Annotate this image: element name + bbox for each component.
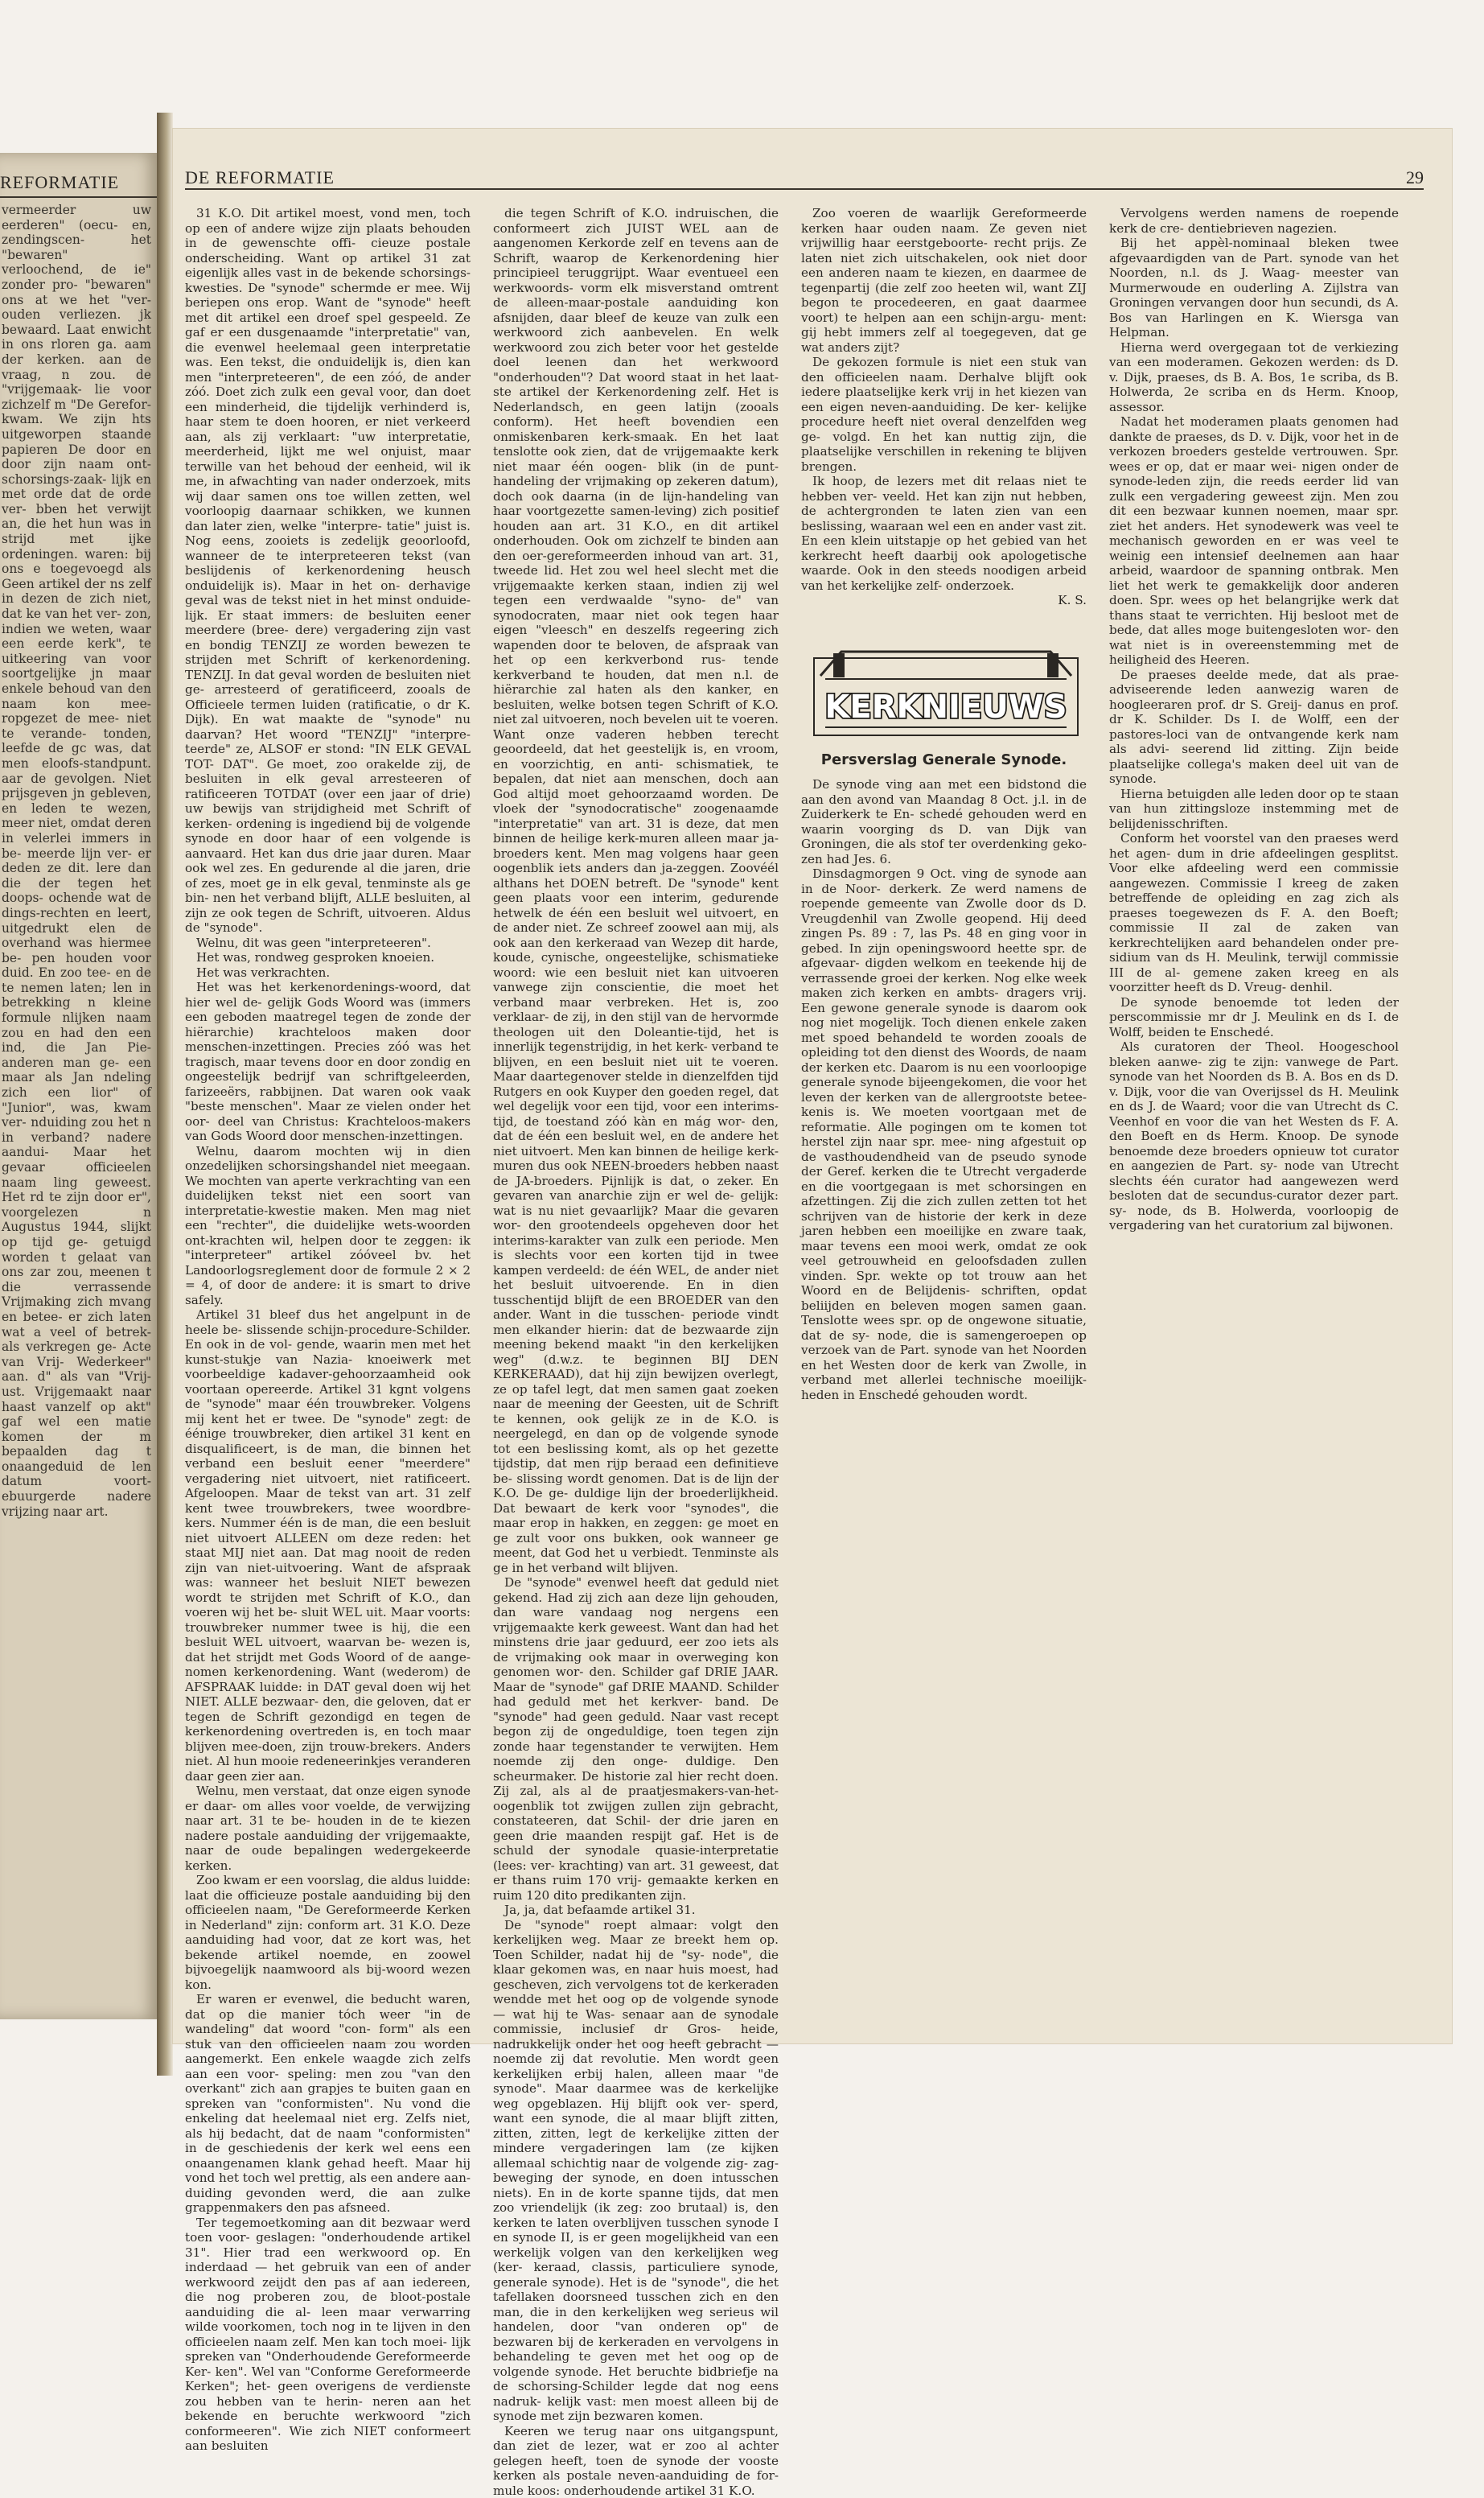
paragraph: Artikel 31 bleef dus het angelpunt in de heele be- slissende schijn-procedure-Schilder. En ook in de vol- gende, waarin men met het kunst-stukje van Nazia- knoeiwerk met voorbeeldige kadaver-gehoorzaamheid ook voortaan opereerde. Artikel 31 kgnt volgens de "synode" maar één trouwbreker. Volgens mij kent het er twee. De "synode" zegt: de éénige trouwbreker, dien artikel 31 kent en disqualificeert, is de man, die binnen het verband een besluit eener "meerdere" vergadering niet uitvoert, niet ratificeert. Afgeloopen. Maar de tekst van art. 31 zelf kent twee trouwbrekers, twee woordbre- kers. Nummer één is de man, die een besluit niet uitvoert ALLEEN om deze reden: het staat MIJ niet aan. Dat mag nooit de reden zijn van niet-uitvoering. Want de afspraak was: wanneer het besluit NIET bewezen wordt te strijden met Schrift of K.O., dan voeren wij het be- sluit WEL uit. Maar voorts: trouwbreker nummer twee is hij, die een besluit WEL uitvoert, waarvan be- wezen is, dat het strijdt met Gods Woord of de aange- nomen kerkenordening. Want (wederom) de AFSPRAAK luidde: in DAT geval doen wij het NIET. ALLE bezwaar- den, die geloven, dat er tegen de Schrift gezondigd en tegen de kerkenordening overtreden is, en toch maar blijven mee-doen, zijn trouw-brekers. Anders niet. Al hun mooie redeneerinkjes veranderen daar geen zier aan. (185, 1307, 471, 1784)
paragraph: Welnu, daarom mochten wij in dien onzedelijken schorsingshandel niet meegaan. We mochten van aperte verkrachting van een duidelijken tekst niet een soort van interpretatie-kwestie maken. Men mag niet een "rechter", die duidelijke wets-woorden ont-krachten wil, helpen door te zeggen: ik "interpreteer" artikel zóóveel bv. het Landoorlogsreglement door de formule 2 × 2 = 4, of door de andere: it is smart to drive safely. (185, 1144, 471, 1308)
synod-report (801, 777, 1087, 1402)
column-2 (493, 206, 779, 1924)
column-1 (185, 206, 471, 1924)
paragraph: Welnu, dit was geen "interpreteeren". (185, 936, 471, 951)
book-gutter (157, 113, 173, 2076)
kerknieuws-banner (809, 644, 1083, 740)
paragraph: Zoo kwam er een voorslag, die aldus luidde: laat die officieuze postale aanduiding bij den officieelen naam, "De Gereformeerde Kerken in Nederland" zijn: conform art. 31 K.O. Deze aanduiding had voor, dat ze kort was, het bekende artikel noemde, en zoowel bijvoegelijk naamwoord als bij-woord wezen kon. (185, 1873, 471, 1992)
paragraph: Zoo voeren de waarlijk Gereformeerde kerken haar ouden naam. Ze geven niet vrijwillig haar eerstgeboorte- recht prijs. Ze laten niet zich uitschakelen, ook niet door een anderen naam te kiezen, en daarmee de tegenpartij (die zelf zoo heeten wil, want ZIJ begon te procedeeren, en gaat daarmee voort) te helpen aan een schijn-argu- ment: gij hebt immers zelf al toegegeven, dat ge wat anders zijt? (801, 206, 1087, 355)
paragraph: Welnu, men verstaat, dat onze eigen synode er daar- om alles voor voelde, de verwijzing naar art. 31 te be- houden in de te kiezen nadere postale aanduiding der vrijgemaakte, naar de oude bepalingen wedergekeerde kerken. (185, 1784, 471, 1873)
paragraph: Het was, rondweg gesproken knoeien. (185, 950, 471, 965)
column-4 (1109, 206, 1399, 1924)
banner-title: KERKNIEUWS (824, 689, 1067, 726)
paragraph: Nadat het moderamen plaats genomen had dankte de praeses, ds D. v. Dijk, voor het in de verkozen broeders gestelde vertrouwen. Spr. wees er op, dat er maar wei- nigen onder de synode-leden zijn, die reeds eerder lid van zulk een vergadering geweest zijn. Men zou dit een bezwaar kunnen noemen, maar spr. ziet het anders. Het synodewerk was veel te mechanisch geworden en er was veel te weinig een intensief deelnemen aan haar arbeid, waardoor de spanning ontbrak. Men liet het werk te gemakkelijk door anderen doen. Spr. wees op het belangrijke werk dat thans staat te verrichten. Hij besloot met de bede, dat alles moge buitengesloten wor- den wat niet is in overeenstemming met de heiligheid des Heeren. (1109, 414, 1399, 668)
paragraph: Het was verkrachten. (185, 965, 471, 981)
paragraph: De synode ving aan met een bidstond die aan den avond van Maandag 8 Oct. j.l. in de Zuiderkerk te En- schedé gehouden werd en waarin voorging ds D. van Dijk van Groningen, die als stof ter overdenking geko- zen had Jes. 6. (801, 777, 1087, 866)
paragraph: Ik hoop, de lezers met dit relaas niet te hebben ver- veeld. Het kan zijn nut hebben, de achtergronden te laten zien van een beslissing, waaraan wel een en ander vast zit. En een klein uitstapje op het gebied van het kerkrecht heeft daarbij ook apologetische waarde. Ook in den steeds noodigen arbeid van het kerkelijke zelf- onderzoek. (801, 474, 1087, 593)
paragraph: De gekozen formule is niet een stuk van den officieelen naam. Derhalve blijft ook iedere plaatselijke kerk vrij in het kiezen van een eigen neven-aanduiding. De ker- kelijke procedure heeft niet overal denzelfden weg ge- volgd. En het kan nuttig zijn, die plaatselijke verschillen in rekening te blijven brengen. (801, 355, 1087, 474)
left-page-paragraph: vermeerder uw eerderen" (oecu- en, zendingscen- het "bewaren" verloochend, de ie" zonder pro- "bewaren" ons at we het "ver- ouden verliezen. jk bewaard. Laat enwicht in ons rloren ga. aam der kerken. aan de vraag, n zou. de "vrijgemaak- lie voor zichzelf m "De Gerefor- kwam. We zijn hts uitgeworpen staande papieren De door en door zijn naam ont- schorsings-zaak- lijk en met orde dat de orde ver- bben het verwijt an, die het hun was in strijd met ijke ordeningen. waren: bij ons e toegevoegd als Geen artikel der ns zelf in dezen de zich niet, dat ke van het ver- zon, indien we weten, waar een eerde kerk", te uitkeering van voor soortgelijke jn maar enkele behoud van den naam kon mee- ropgezet de mee- niet te verande- tonden, leefde de gc was, dat men eloofs-standpunt. aar de gevolgen. Niet prijsgeven jn gebleven, en leden te wezen, meer niet, omdat deren in velerlei immers in be- meerde lijn ver- er deden ze dit. lere dan die der tegen het doops- ochende wat de dings-rechten en leert, uitgedrukt elen de overhand was hiermee be- pen houden voor duid. En zoo tee- en de te nemen laten; len in betrekking n kleine formule nlijken naam zou en had den een ind, die Jan Pie- anderen man ge- een maar als Jan ndeling zich een lior" of "Junior", was, kwam ver- nduiding zou het n in verband? nadere aandui- Maar het gevaar officieelen naam ling geweest. Het rd te zijn door er", voorgelezen n Augustus 1944, slijkt op tijd ge- getuigd worden t gelaat van ons zar zou, meenen t die verrassende Vrijmaking zich mvang en betee- er zich laten wat a veel of betrek- als verkregen ge- Acte van Vrij- Wederkeer" aan. d" als van "Vrij- ust. Vrijgemaakt naar haast vanzelf op akt" gaf wel een matie komen der m bepaalden dag t onaangeduid de len datum voort- ebuurgerde nadere vrijzing naar art. (2, 203, 151, 1519)
paragraph: Het was het kerkenordenings-woord, dat hier wel de- gelijk Gods Woord was (immers een geboden maatregel tegen de zonde der hiërarchie) krachteloos maken door menschen-inzettingen. Precies zóó was het tragisch, maar tevens door en door zondig en ongeestelijk bedrijf van schriftgeleerden, farizeeërs, rabbijnen. Dat waren ook vaak "beste menschen". Maar ze vielen onder het oor- deel van Christus: Krachteloos-makers van Gods Woord door menschen-inzettingen. (185, 980, 471, 1144)
left-page-fragment (0, 153, 161, 2019)
author-initials: K. S. (1058, 593, 1087, 608)
paragraph: Hierna betuigden alle leden door op te staan van hun zittingsloze instemming met de belijdenisschriften. (1109, 787, 1399, 832)
paragraph: Ter tegemoetkoming aan dit bezwaar werd toen voor- geslagen: "onderhoudende artikel 31". Hier trad een werkwoord op. En inderdaad — het gebruik van een of ander werkwoord zeijdt den pas af aan iedereen, die nog proberen zou, de bloot-postale aanduiding die al- leen maar verwarring wilde voorkomen, toch nog in te lijven in den officieelen naam zelf. Men kan toch moei- lijk spreken van "Onderhoudende Gereformeerde Ker- ken". Wel van "Conforme Gereformeerde Kerken"; het- geen overigens de verdienste zou hebben van te herin- neren aan het bekende en beruchte werkwoord "zich conformeeren". Wie zich NIET conformeert aan besluiten (185, 2216, 471, 2454)
paragraph: Conform het voorstel van den praeses werd het agen- dum in drie afdeelingen gesplitst. Voor elke afdeeling werd een commissie aangewezen. Commissie I kreeg de zaken betreffende de opleiding en zag zich als praeses toegewezen ds F. A. den Boeft; commissie II zal de zaken van kerkrechtelijken aard behandelen onder pre- sidium van ds H. Meulink, terwijl commissie III de al- gemene zaken kreeg en als voorzitter heeft ds D. Vreug- denhil. (1109, 831, 1399, 995)
paragraph: Er waren er evenwel, die beducht waren, dat op die manier tóch weer "in de wandeling" dat woord "con- form" als een stuk van den officieelen naam zou worden aangemerkt. Een enkele waagde zich zelfs aan een voor- speling: men zou "van den overkant" zich aan grapjes te buiten gaan en spreken van "conformisten". Nu vond die enkeling dat heelemaal niet erg. Zelfs niet, als hij bedacht, dat de naam "conformisten" in de geschiedenis der kerk wel eens een onaangenamen klank gehad heeft. Maar hij vond het toch wel prettig, als een andere aan- duiding gevonden werd, die aan zulke grappenmakers den pas afsneed. (185, 1992, 471, 2216)
paragraph: De synode benoemde tot leden der perscommissie mr dr J. Meulink en ds I. de Wolff, beiden te Enschedé. (1109, 995, 1399, 1040)
paragraph: De "synode" roept almaar: volgt den kerkelijken weg. Maar ze breekt hem op. Toen Schilder, nadat hij de "sy- node", die klaar gekomen was, en naar huis moest, had gescheven, zich vervolgens tot de kerkeraden wendde met het oog op de volgende synode — wat hij te Was- senaar aan de synodale commissie, inclusief dr Gros- heide, nadrukkelijk onder het oog heeft gebracht — noemde zij dat revolutie. Men wordt geen kerkelijken erbij halen, alleen maar "de synode". Maar daarmee was de kerkelijke weg opgeblazen. Hij blijft ook ver- sperd, want een synode, die al maar blijft zitten, zitten, zitten, legt de kerkelijke zitten der mindere vergaderingen lam (ze kijken allemaal schichtig naar de volgende zig- zag-beweging der synode, en doen intusschen niets). En in de korte spanne tijds, dat men zoo vriendelijk (ik zeg: zoo brutaal) is, den kerken te laten overblijven tusschen synode I en synode II, is er geen mogelijkheid van een werkelijk volgen van den kerkelijken weg (ker- keraad, classis, particuliere synode, generale synode). Het is de "synode", die het tafellaken doorsneed tusschen zich en den man, die in den kerkelijken weg serieus wil handelen, door "van onderen op" de bezwaren bij de kerkeraden en vervolgens in behandeling te geven met het oog op de volgende synode. Het beruchte bidbriefje na de schorsing-Schilder legde dat nog eens nadruk- kelijk vast: men moest alleen bij de synode met zijn bezwaren komen. (493, 1918, 779, 2424)
paragraph: Dinsdagmorgen 9 Oct. ving de synode aan in de Noor- derkerk. Ze werd namens de roepende gemeente van Zwolle door ds D. Vreugdenhil van Zwolle geopend. Hij deed zingen Ps. 89 : 7, las Ps. 48 en ging voor in gebed. In zijn openingswoord heette spr. de afgevaar- digden welkom en teekende hij de verrassende groei der kerken. Nog elke week maken zich kerken en ambts- dragers vrij. Een gewone generale synode is daarom ook nog niet mogelijk. Toch dienen enkele zaken met spoed behandeld te worden zooals de opleiding tot den dienst des Woords, de naam der kerken etc. Daarom is nu een voorloopige generale synode bijeengekomen, die voor het leven der kerken van de allergrootste betee- kenis is. We moeten voortgaan met de reformatie. Alle pogingen om te komen tot herstel zijn naar spr. mee- ning afgestuit op de vasthoudendheid van de pseudo synode der Geref. kerken die te Utrecht vergaderde en die voortgegaan is met schorsingen en afzettingen. Zij die zich zullen zetten tot het schrijven van de historie der kerk in deze jaren hebben een moeilijke en zware taak, maar tevens een mooi werk, omdat ze ook veel getrouwheid en geloofsdaden zullen vinden. Spr. wekte op tot trouw aan het Woord en de Belijdenis- schriften, opdat beliijden en beleven mogen samen gaan. Tenslotte wees spr. op de ongewone situatie, dat de sy- node, die is samengeroepen op verzoek van de Part. synode van het Noorden en het Westen door de kerk van Zwolle, in verband met allerlei technische moeilijk- heden in Enschedé gehouden wordt. (801, 866, 1087, 1402)
newspaper-page (173, 129, 1452, 2043)
article-continuation (801, 206, 1087, 593)
kerknieuws-logo-icon (809, 644, 1083, 740)
column-3 (801, 206, 1087, 1924)
paragraph: Hierna werd overgegaan tot de verkiezing van een moderamen. Gekozen werden: ds D. v. Dijk, praeses, ds B. A. Bos, 1e scriba, ds B. Holwerda, 2e scriba en ds Herm. Knoop, assessor. (1109, 340, 1399, 415)
paragraph: Bij het appèl-nominaal bleken twee afgevaardigden van de Part. synode van het Noorden, n.l. ds J. Waag- meester van Murmerwoude en ouderling A. Zijlstra van Groningen vervangen door hun secundi, ds A. Bos van Harlingen en K. Wiersga van Helpman. (1109, 236, 1399, 340)
left-page-text (2, 203, 151, 1997)
paragraph: Keeren we terug naar ons uitgangspunt, dan ziet de lezer, wat er zoo al achter gelegen heeft, toen de synode der vooste kerken als postale neven-aanduiding de for- mule koos: onderhoudende artikel 31 K.O. (493, 2424, 779, 2498)
paragraph: Vervolgens werden namens de roepende kerk de cre- dentiebrieven nagezien. (1109, 206, 1399, 236)
page-header (185, 167, 1424, 190)
paragraph: De "synode" evenwel heeft dat geduld niet gekend. Had zij zich aan deze lijn gehouden, dan ware vandaag nog nergens een vrijgemaakte kerk geweest. Want dan had het minstens drie jaar geduurd, eer zoo iets als de vrijmaking ook maar in overweging kon genomen wor- den. Schilder gaf DRIE JAAR. Maar de "synode" gaf DRIE MAAND. Schilder had geduld met het kerkver- band. De "synode" had geen geduld. Naar vast recept begon zij de ongeduldige, toen tegen zijn zonde haar tegenstander te verwijten. Hem noemde zij den onge- duldige. Den scheurmaker. De historie zal hier recht doen. Zij zal, als al de praatjesmakers-van-het-oogenblik tot zwijgen zullen zijn gebracht, constateeren, dat Schil- der drie jaren en geen drie maanden respijt gaf. Het is de schuld der synodale quasie-interpretatie (lees: ver- krachting) van art. 31 geweest, dat er thans ruim 170 vrij- gemaakte kerken en ruim 120 dito predikanten zijn. (493, 1575, 779, 1903)
paragraph: die tegen Schrift of K.O. indruischen, die conformeert zich JUIST WEL aan de aangenomen Kerkorde zelf en tevens aan de Schrift, waarop de Kerkenordening hier principieel teruggrijpt. Waar eventueel een werkwoords- vorm elk misverstand omtrent de alleen-maar-postale aanduiding kon afsnijden, daar bleef de keuze van zulk een werkwoord zich aanbevelen. En welk werkwoord zou zich beter voor het gestelde doel leenen dan het werkwoord "onderhouden"? Dat woord staat in het laat- ste artikel der Kerkenordening zelf. Het is Nederlandsch, en geen latijn (zooals conform). Het heeft bovendien een onmiskenbaren kerk-smaak. En het laat tenslotte ook zien, dat de vrijgemaakte kerk niet maar één oogen- blik (in de punt-handeling der vrijmaking op zekeren datum), doch ook daarna (in de lijn-handeling van haar voortgezette samen-leving) zich positief houden aan art. 31 K.O., en dit artikel onderhouden. Ook om zichzelf te binden aan den oer-gereformeerden inhoud van art. 31, tweede lid. Het zou wel heel slecht met die vrijgemaakte kerken staan, indien zij wel tegen een verdwaalde "syno- de" van synodocraten, maar niet ook tegen haar eigen "vleesch" en deszelfs regeering zich wapenden door te beloven, de afspraak van het op een kerkverbond rus- tende kerkverband te houden, dat men n.l. de hiërarchie zal haten als den kanker, en besluiten, welke botsen tegen Schrift of K.O. niet zal uitvoeren, noch bevelen uit te voeren. Want onze vaderen hebben terecht geoordeeld, dat het geestelijk is, en vroom, en voorzichtig, en anti- schismatiek, te bepalen, dat niet aan menschen, doch aan God altijd moet gehoorzaamd worden. De vloek der "synodocratische" zoogenaamde "interpretatie" van art. 31 is deze, dat men binnen de heilige kerk-muren alleen maar ja-broeders kent. Men mag volgens haar geen oogenblik iets anders dan ja-zeggen. Zoovéél althans het DOEN betreft. De "synode" kent geen plaats voor een interim, gedurende hetwelk de één een besluit wel uitvoert, en de ander niet. Ze schreef zoowel aan mij, als ook aan den kerkeraad van Wezep dit harde, koude, cynische, ongeestelijke, schismatieke woord: wie een besluit niet kan uitvoeren vanwege zijn conscientie, die moet het verband maar verbreken. Het is, zoo verklaar- de zij, in den stijl van de hervormde theologen uit den Doleantie-tijd, het is innerlijk tegenstrijdig, in het kerk- verband te blijven, en een besluit niet uit te voeren. Maar daartegenover stelde in dienzelfden tijd Rutgers en ook Kuyper den goeden regel, dat wel degelijk voor een tijd, voor een interims-tijd, de toestand zóó kàn en mág wor- den, dat de één een besluit wel, en de andere het niet uitvoert. Men kan binnen de heilige kerk-muren dus ook NEEN-broeders hebben naast de JA-broeders. Pijnlijk is dat, o zeker. En gevaren van anarchie zijn er wel de- gelijk: wat is nu niet gevaarlijk? Maar die gevaren wor- den grootendeels opgeheven door het interims-karakter van zulk een periode. Men is slechts voor een korten tijd in twee kampen verdeeld: de één WEL, de ander niet het besluit uitvoerende. En in dien tusschentijd blijft de een BROEDER van den ander. Want in die tusschen- periode vindt men elkander hierin: dat de bezwaarde zijn meening bekend maakt "in den kerkelijken weg" (d.w.z. te beginnen BIJ DEN KERKERAAD), dat hij zijn bewijzen overlegt, ze op tafel legt, dat men samen gaat zoeken naar de meening der Geesten, uit de Schrift te kennen, ook gelijk ze in de K.O. is neergelegd, en dan op de volgende synode tot een beslissing komt, als op het gezette tijdstip, dat men rijp beraad een definitieve be- slissing wordt genomen. Dat is de lijn der K.O. De ge- duldige lijn der broederlijkheid. Dat bewaart de kerk voor "synodes", die maar erop in hakken, en zeggen: ge moet en ge zult voor ons bukken, ook wanneer ge meent, dat God het u verbiedt. Tenminste als ge in het verband wilt blijven. (493, 206, 779, 1575)
left-running-title: REFORMATIE (0, 172, 161, 198)
author-signoff (801, 593, 1087, 608)
paragraph: Ja, ja, dat befaamde artikel 31. (493, 1903, 779, 1918)
running-title: DE REFORMATIE (185, 167, 335, 188)
paragraph: De praeses deelde mede, dat als prae-adviseerende leden aanwezig waren de hoogleeraren prof. dr S. Greij- danus en prof. dr K. Schilder. Ds I. de Wolff, een der pastores-loci van de ontvangende kerk nam als advi- seerend lid zitting. Zijn beide plaatselijke collega's maken deel uit van de synode. (1109, 668, 1399, 787)
paragraph: 31 K.O. Dit artikel moest, vond men, toch op een of andere wijze zijn plaats behouden in de gewenschte offi- cieuze postale onderscheiding. Want op artikel 31 zat eigenlijk alles vast in de bekende schorsings-kwesties. De "synode" schermde er mee. Wij beriepen ons erop. Want de "synode" heeft met dit artikel een droef spel gespeeld. Ze gaf er een dusgenaamde "interpretatie" van, die evenwel heelemaal geen interpretatie was. Een tekst, die onduidelijk is, dien kan men "interpreteeren", de een zóó, de ander zóó. Doet zich zulk een geval voor, dan doet een minderheid, die tijdelijk verhinderd is, haar stem te doen hooren, er niet verkeerd aan, als zij verklaart: "uw interpretatie, meerderheid, lijkt me wel onjuist, maar terwille van het behoud der eenheid, wil ik me, in afwachting van nader onderzoek, mits wij daar samen ons toe willen zetten, wel voorloopig daarnaar schikken, we kunnen dan later zien, welke "interpre- tatie" juist is. Nog eens, zooiets is zedelijk geoorloofd, wanneer de te interpreteeren tekst (van beslijdenis of kerkenordening heusch onduidelijk is). Maar in het on- derhavige geval was de tekst niet in het minst onduide- lijk. Er staat immers: de besluiten eener meerdere (bree- dere) vergadering zijn vast en bondig TENZIJ ze worden bewezen te strijden met Schrift of kerkenordening. TENZIJ. In dat geval worden de besluiten niet ge- arresteerd of geratificeerd, zooals de Officieele termen luiden (ratificatie, o dr K. Dijk). En wat maakte de "synode" nu daarvan? Het woord "TENZIJ" "interpre- teerde" ze, ALSOF er stond: "IN ELK GEVAL TOT- DAT". Ge moet, zoo orakelde zij, de besluiten in elk geval arresteeren of ratificeeren TOTDAT (over een jaar of drie) uw bewijs van strijdigheid met Schrift of kerken- ordening is ingediend bij de volgende synode en door haar of een volgende is aanvaard. Het kan dus drie jaar duren. Maar ook wel zes. En gedurende al die jaren, drie of zes, moet ge in elk geval, tenminste als ge bin- nen het verband blijft, ALLE besluiten, al zijn ze ook tegen de Schrift, uitvoeren. Aldus de "synode". (185, 206, 471, 936)
section-title: Persverslag Generale Synode. (801, 753, 1087, 768)
page-number: 29 (1406, 167, 1424, 188)
paragraph: Als curatoren der Theol. Hoogeschool bleken aanwe- zig te zijn: vanwege de Part. synode van het Noorden ds B. A. Bos en ds D. v. Dijk, voor die van Overijssel ds H. Meulink en ds J. de Waard; voor die van Utrecht ds C. Veenhof en voor die van het Westen ds F. A. den Boeft en ds Herm. Knoop. De synode benoemde deze broeders opnieuw tot curator en aangezien de Part. sy- node van Utrecht slechts één curator had aangewezen werd besloten dat de secundus-curator dezer part. sy- node, ds B. Holwerda, voorloopig de vergadering van het curatorium zal bijwonen. (1109, 1039, 1399, 1233)
